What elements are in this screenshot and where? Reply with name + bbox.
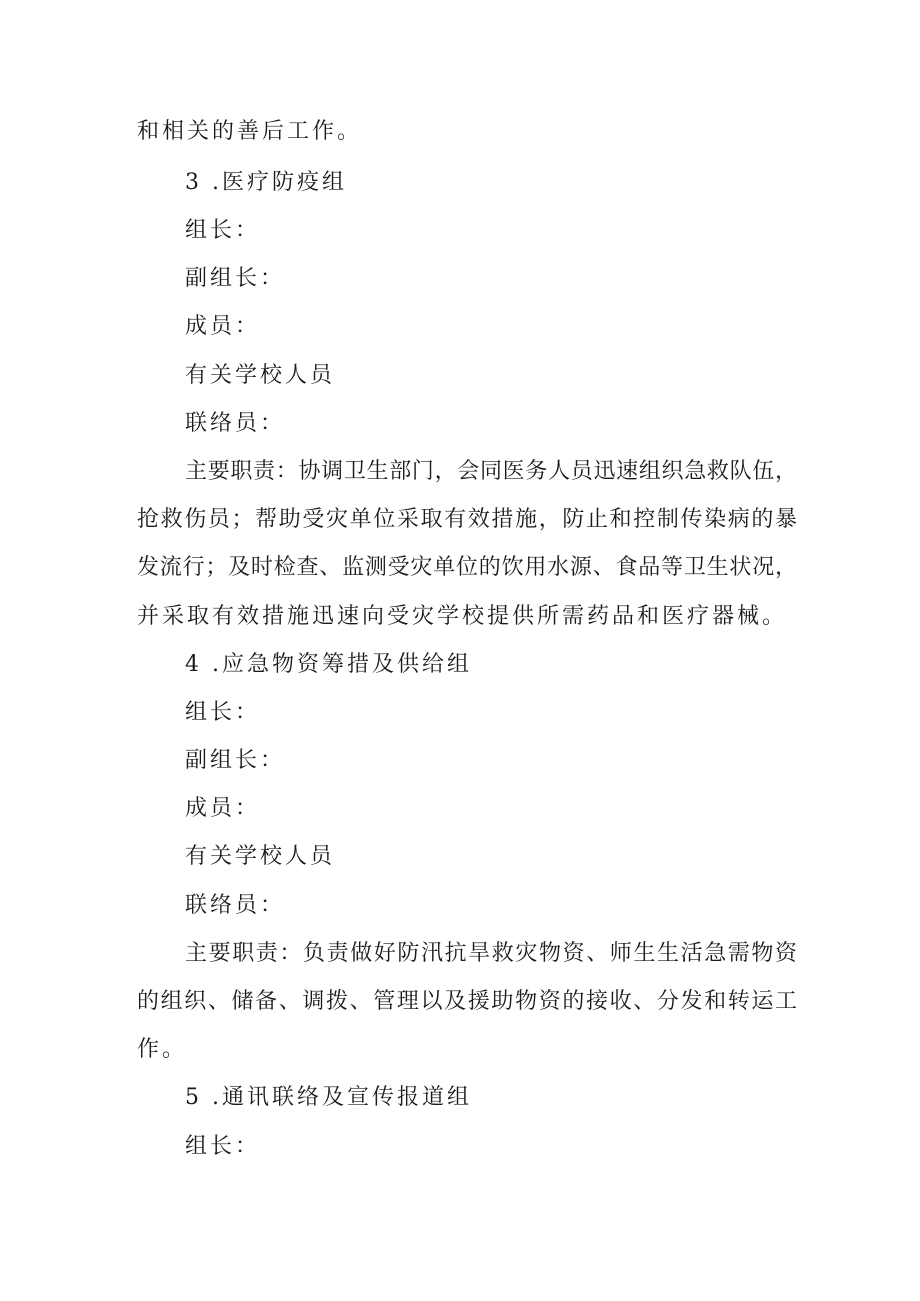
deputy-leader-label: 副组长： [185, 748, 286, 773]
deputy-leader-label: 副组长： [185, 266, 286, 291]
section-heading-supplies: 4 .应急物资筹措及供给组 [185, 652, 472, 677]
members-value: 有关学校人员 [185, 844, 336, 869]
duties-paragraph-line: 并采取有效措施迅速向受灾学校提供所需药品和医疗器械。 [137, 604, 788, 629]
paragraph-continuation: 和相关的善后工作。 [137, 119, 363, 144]
duties-paragraph-line: 抢救伤员；帮助受灾单位采取有效措施，防止和控制传染病的暴 [137, 507, 797, 532]
group-leader-label: 组长： [185, 1134, 261, 1159]
group-leader-label: 组长： [185, 218, 261, 243]
liaison-label: 联络员： [185, 411, 286, 436]
group-leader-label: 组长： [185, 700, 261, 725]
section-heading-communications: 5 .通讯联络及宣传报道组 [185, 1085, 472, 1110]
members-label: 成员： [185, 796, 261, 821]
section-heading-medical: 3 .医疗防疫组 [185, 170, 347, 195]
members-value: 有关学校人员 [185, 363, 336, 388]
duties-paragraph-line: 发流行；及时检查、监测受灾单位的饮用水源、食品等卫生状况， [137, 555, 797, 580]
liaison-label: 联络员： [185, 893, 286, 918]
duties-paragraph-line: 的组织、储备、调拨、管理以及援助物资的接收、分发和转运工 [137, 989, 797, 1014]
duties-paragraph-line: 作。 [137, 1037, 188, 1062]
duties-paragraph-line: 主要职责：协调卫生部门，会同医务人员迅速组织急救队伍， [185, 459, 797, 484]
members-label: 成员： [185, 314, 261, 339]
duties-paragraph-line: 主要职责：负责做好防汛抗旱救灾物资、师生生活急需物资 [185, 941, 797, 966]
